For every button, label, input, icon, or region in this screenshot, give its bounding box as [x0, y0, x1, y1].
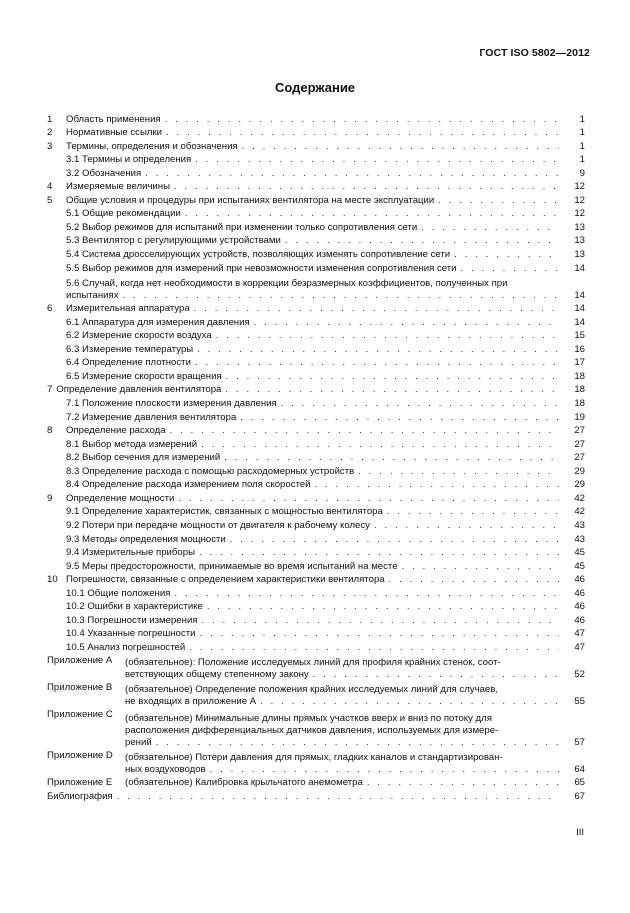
dot-leader [402, 561, 559, 573]
dot-leader [240, 412, 559, 424]
toc-subsection[interactable] [47, 396, 585, 410]
toc-page-number: 17 [574, 357, 585, 369]
dot-leader [254, 317, 559, 329]
toc-subsection[interactable] [47, 532, 585, 546]
toc-page-number: 27 [574, 452, 585, 464]
toc-subsection[interactable] [47, 586, 585, 600]
dot-leader [170, 425, 559, 437]
toc-entry-text: 6.5 Измерение скорости вращения [66, 370, 222, 382]
page-title: Содержание [274, 80, 356, 95]
dot-leader [216, 330, 559, 342]
toc-section[interactable] [47, 573, 585, 587]
toc-entry-text: Определение мощности [66, 492, 175, 504]
toc-page-number: 47 [574, 641, 585, 653]
toc-page-number: 42 [574, 506, 585, 518]
dot-leader [174, 181, 559, 193]
toc-entry-text: 10.5 Анализ погрешностей [66, 641, 186, 653]
toc-page-number: 18 [574, 384, 585, 396]
toc-page-number: 47 [574, 628, 585, 640]
toc-page-number: 45 [574, 560, 585, 572]
toc-section-number: 6 [47, 303, 53, 315]
toc-entry-text: 6.3 Измерение температуры [66, 343, 194, 355]
toc-page-number: 14 [574, 289, 585, 301]
toc-subsection[interactable] [47, 166, 585, 180]
toc-section-number: 10 [47, 574, 58, 586]
toc-entry-text: 10.3 Погрешности измерения [66, 614, 198, 626]
dot-leader [315, 479, 560, 491]
dot-leader [226, 371, 559, 383]
standard-header: ГОСТ ISO 5802—2012 [479, 47, 590, 59]
dot-leader [207, 601, 559, 613]
toc-section[interactable] [47, 193, 585, 207]
appendix-label: Приложение D [47, 749, 113, 761]
toc-section[interactable] [47, 126, 585, 140]
dot-leader [210, 764, 559, 776]
toc-entry-text: (обязательное) Потери давления для прямых, гладких каналов и стандартизирован- [125, 751, 503, 763]
dot-leader [165, 114, 559, 126]
page-number: III [576, 827, 584, 838]
toc-section-number: 5 [47, 194, 53, 206]
dot-leader [358, 466, 559, 478]
toc-page-number: 27 [574, 425, 585, 437]
dot-leader [421, 222, 559, 234]
toc-page-number: 18 [574, 398, 585, 410]
toc-subsection[interactable] [47, 478, 585, 492]
toc-entry-text: Общие условия и процедуры при испытаниях вентилятора на месте эксплуатации [66, 194, 435, 206]
toc-entry-text: 9.1 Определение характеристик, связанных с мощностью вентилятора [66, 506, 383, 518]
toc-entry-text: Определение расхода [66, 425, 166, 437]
toc-section[interactable] [47, 139, 585, 153]
toc-subsection[interactable] [47, 613, 585, 627]
dot-leader [178, 493, 559, 505]
toc-page-number: 42 [574, 492, 585, 504]
toc-entry-text: 7.1 Положение плоскости измерения давления [66, 398, 277, 410]
toc-entry-text: 5.2 Выбор режимов для испытаний при изменении только сопротивления сети [66, 221, 418, 233]
toc-subsection[interactable] [47, 505, 585, 519]
toc-appendix[interactable] [47, 749, 585, 776]
toc-page-number: 27 [574, 438, 585, 450]
toc-entry-text: 5.5 Выбор режимов для измерений при невозможности изменения сопротивления сети [66, 262, 457, 274]
toc-entry-text: 5.3 Вентилятор с регулирующими устройствами [66, 235, 281, 247]
toc-entry-text: (обязательное) Определение положения крайних исследуемых линий для случаев, [125, 684, 499, 696]
toc-section[interactable] [47, 383, 585, 397]
toc-page-number: 46 [574, 601, 585, 613]
dot-leader [189, 642, 559, 654]
dot-leader [201, 439, 559, 451]
toc-entry-text: Термины, определения и обозначения [66, 140, 238, 152]
dot-leader [281, 398, 559, 410]
toc-subsection[interactable] [47, 342, 585, 356]
toc-entry-text: 9.2 Потери при передаче мощности от двигателя к рабочему колесу [66, 519, 370, 531]
toc-appendix[interactable] [47, 776, 585, 790]
toc-page-number: 43 [574, 533, 585, 545]
toc-page-number: 12 [574, 181, 585, 193]
toc-entry-text: 3.1 Термины и определения [66, 154, 192, 166]
appendix-label: Приложение С [47, 709, 113, 721]
toc-subsection[interactable] [47, 410, 585, 424]
dot-leader [199, 628, 559, 640]
toc-subsection[interactable] [47, 546, 585, 560]
toc-section-number: 8 [47, 425, 53, 437]
toc-entry-text: Измеряемые величины [66, 181, 170, 193]
dot-leader [174, 588, 559, 600]
toc-appendix[interactable] [47, 708, 585, 749]
dot-leader [389, 574, 559, 586]
toc-entry-text: ветствующих общему степенному закону [125, 668, 309, 680]
toc-entry-text: 8.2 Выбор сечения для измерений [66, 452, 221, 464]
toc-page-number: 57 [574, 736, 585, 748]
toc-page-number: 16 [574, 343, 585, 355]
toc-subsection[interactable] [47, 275, 585, 302]
toc-section[interactable] [47, 112, 585, 126]
toc-page-number: 14 [574, 316, 585, 328]
toc-subsection[interactable] [47, 234, 585, 248]
toc-appendix[interactable] [47, 681, 585, 708]
toc-page-number: 14 [574, 262, 585, 274]
toc-subsection[interactable] [47, 356, 585, 370]
dot-leader [260, 696, 559, 708]
dot-leader [185, 208, 559, 220]
toc-page-number: 45 [574, 547, 585, 559]
toc-section[interactable] [47, 491, 585, 505]
toc-entry-text: (обязательное) Минимальные длины прямых участков вверх и вниз по потоку для [125, 712, 492, 724]
toc-subsection[interactable] [47, 247, 585, 261]
toc-appendix[interactable] [47, 654, 585, 681]
toc-bibliography[interactable] [47, 789, 585, 803]
dot-leader [145, 168, 559, 180]
toc-page-number: 29 [574, 479, 585, 491]
dot-leader [230, 534, 559, 546]
toc-entry-text: 9.4 Измерительные приборы [66, 547, 195, 559]
toc-entry-text: 8.3 Определение расхода с помощью расходомерных устройств [66, 465, 355, 477]
toc-section[interactable] [47, 180, 585, 194]
toc-subsection[interactable] [47, 329, 585, 343]
toc-subsection[interactable] [47, 153, 585, 167]
toc-entry-text: рений [125, 736, 152, 748]
toc-page-number: 13 [574, 235, 585, 247]
toc-section[interactable] [47, 424, 585, 438]
toc-entry-text: испытаниях [66, 289, 119, 301]
toc-page-number: 14 [574, 303, 585, 315]
toc-page-number: 12 [574, 208, 585, 220]
toc-page-number: 13 [574, 221, 585, 233]
toc-subsection[interactable] [47, 437, 585, 451]
dot-leader [454, 249, 559, 261]
toc-page-number: 18 [574, 370, 585, 382]
toc-page-number: 46 [574, 614, 585, 626]
dot-leader [195, 357, 559, 369]
toc-section[interactable] [47, 302, 585, 316]
dot-leader [117, 791, 559, 803]
toc-section-number: 9 [47, 492, 53, 504]
toc-page-number: 1 [579, 127, 585, 139]
dot-leader [123, 290, 559, 302]
toc-entry-text: 6.2 Измерение скорости воздуха [66, 330, 212, 342]
toc-entry-text: Библиография [47, 790, 113, 802]
toc-entry-text: не входящих в приложение А [125, 696, 257, 708]
toc-page-number: 52 [574, 668, 585, 680]
toc-section-number: 3 [47, 140, 53, 152]
toc-entry-text: Погрешности, связанные с определением характеристики вентилятора [66, 574, 385, 586]
toc-entry-text: ных воздуховодов [125, 763, 206, 775]
toc-entry-text: 8.4 Определение расхода измерением поля скоростей [66, 479, 311, 491]
toc-entry-text: Нормативные ссылки [66, 127, 163, 139]
dot-leader [156, 737, 559, 749]
toc-page-number: 64 [574, 763, 585, 775]
toc-page-number: 9 [579, 167, 585, 179]
toc-entry-text: 6.1 Аппаратура для измерения давления [66, 316, 250, 328]
toc-page-number: 46 [574, 587, 585, 599]
toc-page-number: 15 [574, 330, 585, 342]
toc-entry-text: 10.2 Ошибки в характеристике [66, 601, 203, 613]
toc-subsection[interactable] [47, 627, 585, 641]
toc-subsection[interactable] [47, 220, 585, 234]
toc-entry-text: Область применения [66, 113, 161, 125]
dot-leader [285, 235, 559, 247]
toc-section-number: 7 [47, 384, 53, 396]
toc-entry-text: (обязательное): Положение исследуемых линий для профиля крайних стенок, соот- [125, 656, 501, 668]
toc-subsection[interactable] [47, 518, 585, 532]
dot-leader [242, 141, 559, 153]
toc-page-number: 12 [574, 194, 585, 206]
toc-page-number: 65 [574, 777, 585, 789]
toc-page-number: 29 [574, 465, 585, 477]
toc-subsection[interactable] [47, 451, 585, 465]
toc-subsection[interactable] [47, 207, 585, 221]
toc-subsection[interactable] [47, 315, 585, 329]
toc-entry-text: расположения дифференциальных датчиков давления, используемых для измере- [125, 724, 499, 736]
toc-page-number: 1 [579, 154, 585, 166]
toc-subsection[interactable] [47, 559, 585, 573]
toc-entry-text: (обязательное) Калибровка крыльчатого анемометра [125, 777, 363, 789]
toc-entry-text: 3.2 Обозначения [66, 167, 142, 179]
dot-leader [194, 303, 559, 315]
appendix-label: Приложение А [47, 654, 113, 666]
toc-page-number: 46 [574, 574, 585, 586]
toc-entry-text: Измерительная аппаратура [66, 303, 190, 315]
toc-entry-text: 9.3 Методы определения мощности [66, 533, 226, 545]
appendix-label: Приложение В [47, 681, 113, 693]
toc-entry-text: 7.2 Измерение давления вентилятора [66, 411, 237, 423]
dot-leader [461, 263, 559, 275]
toc-page-number: 55 [574, 696, 585, 708]
toc-entry-text: Определение давления вентилятора [56, 384, 222, 396]
dot-leader [202, 615, 560, 627]
toc-entry-text: 5.6 Случай, когда нет необходимости в коррекции безразмерных коэффициентов, полученных при [66, 277, 508, 289]
toc-page-number: 67 [574, 790, 585, 802]
toc-entry-text: 8.1 Выбор метода измерений [66, 438, 198, 450]
dot-leader [374, 520, 559, 532]
dot-leader [166, 127, 559, 139]
toc-entry-text: 10.4 Указанные погрешности [66, 628, 196, 640]
appendix-label: Приложение Е [47, 776, 113, 788]
toc-subsection[interactable] [47, 369, 585, 383]
dot-leader [224, 452, 559, 464]
toc-page-number: 13 [574, 249, 585, 261]
toc-page-number: 1 [579, 113, 585, 125]
toc-entry-text: 10.1 Общие положения [66, 587, 171, 599]
table-of-contents [47, 112, 585, 803]
toc-subsection[interactable] [47, 640, 585, 654]
dot-leader [195, 154, 559, 166]
dot-leader [367, 777, 559, 789]
toc-section-number: 1 [47, 113, 53, 125]
toc-entry-text: 9.5 Меры предосторожности, принимаемые во время испытаний на месте [66, 560, 398, 572]
toc-page-number: 19 [574, 411, 585, 423]
toc-page-number: 1 [579, 140, 585, 152]
dot-leader [225, 384, 559, 396]
toc-subsection[interactable] [47, 261, 585, 275]
toc-subsection[interactable] [47, 600, 585, 614]
dot-leader [197, 344, 559, 356]
toc-section-number: 4 [47, 181, 53, 193]
toc-entry-text: 5.4 Система дросселирующих устройств, позволяющих изменять сопротивление сети [66, 249, 451, 261]
toc-page-number: 43 [574, 519, 585, 531]
toc-entry-text: 6.4 Определение плотности [66, 357, 191, 369]
dot-leader [199, 547, 559, 559]
dot-leader [438, 195, 559, 207]
toc-subsection[interactable] [47, 464, 585, 478]
toc-entry-text: 5.1 Общие рекомендации [66, 208, 181, 220]
toc-section-number: 2 [47, 127, 53, 139]
dot-leader [387, 506, 559, 518]
dot-leader [313, 669, 559, 681]
